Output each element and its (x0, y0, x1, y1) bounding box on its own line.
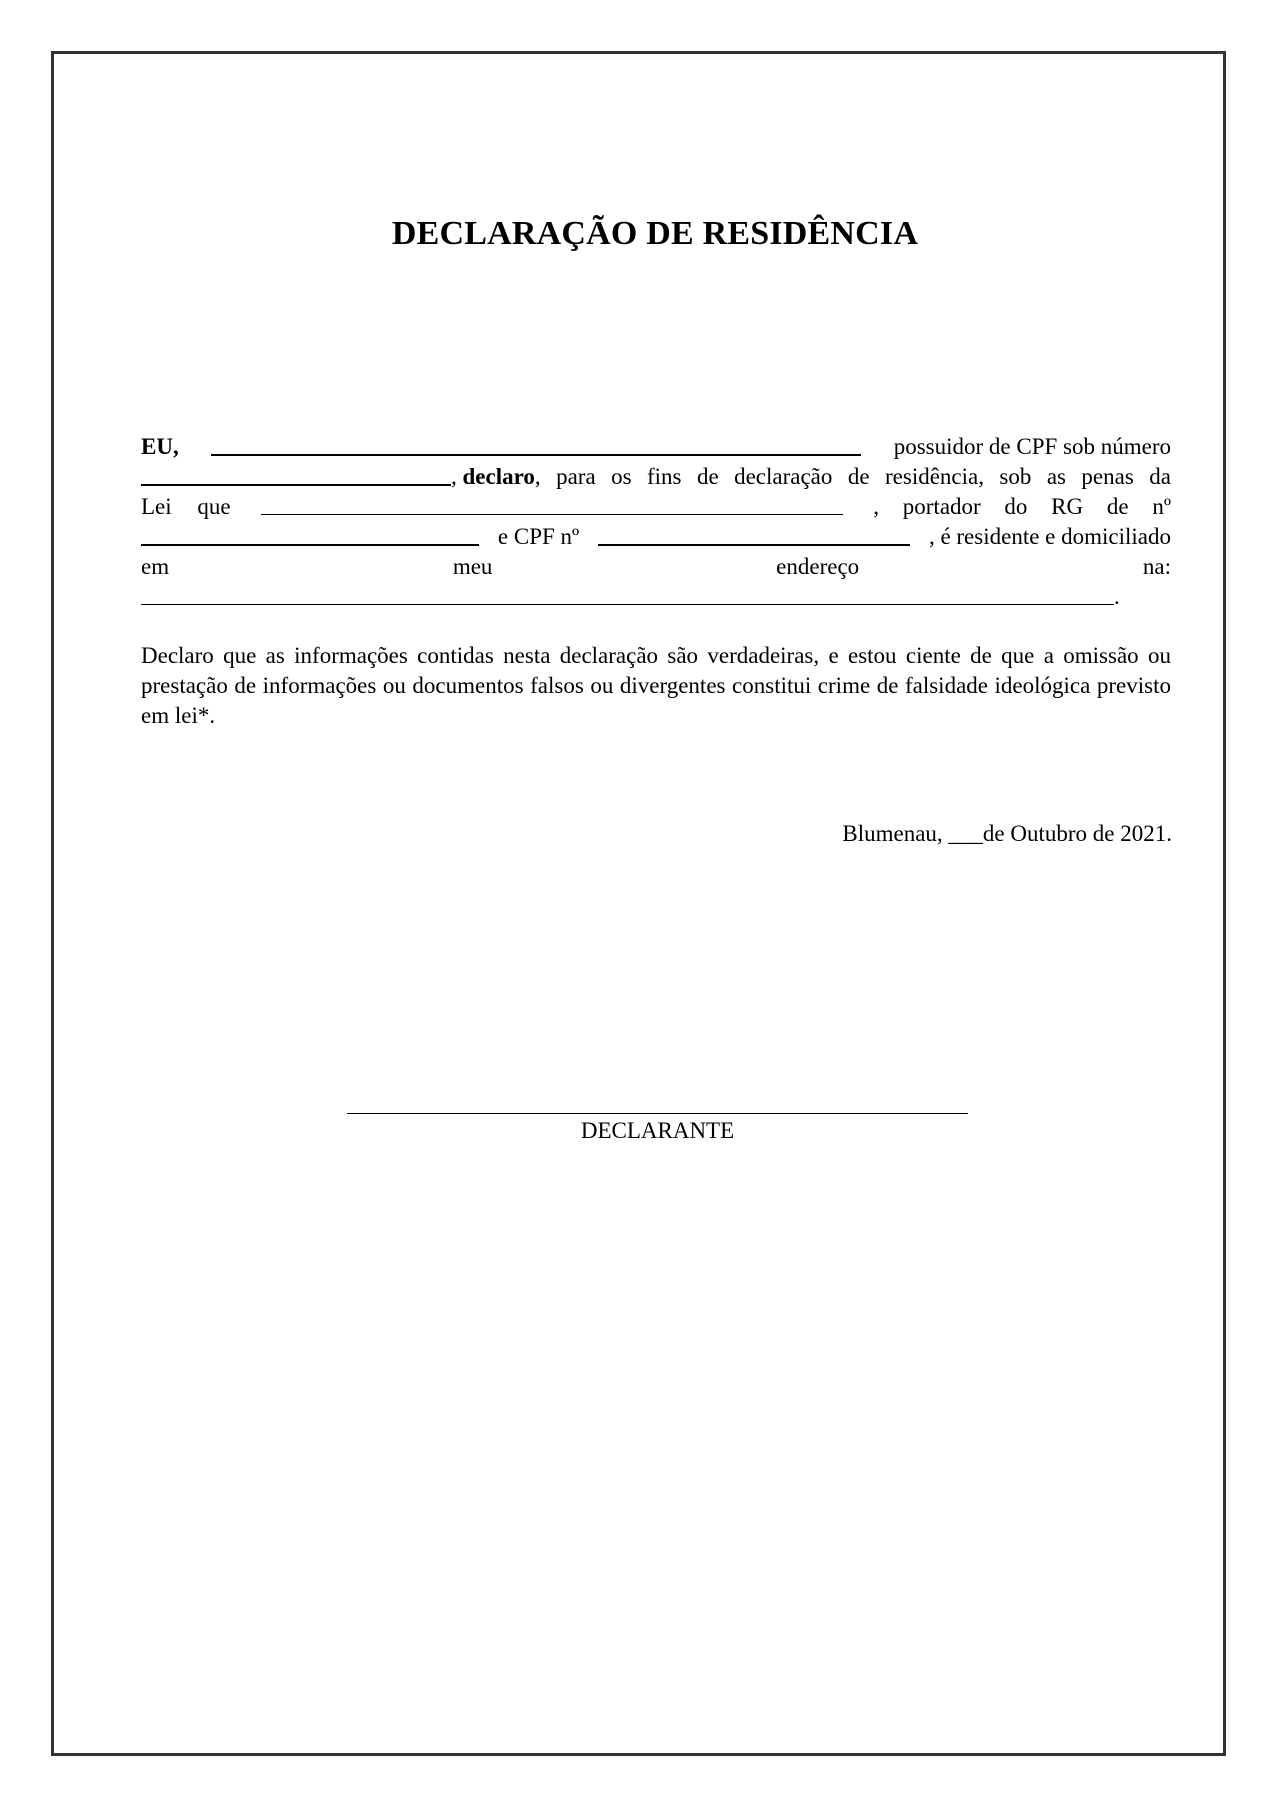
address-blank (141, 582, 1114, 605)
word: para (556, 464, 596, 489)
meu-word: meu (452, 554, 493, 579)
paragraph-line-2 (141, 462, 1171, 492)
em-word: em (141, 554, 170, 579)
declaro-continuation (535, 462, 1171, 492)
word: os (611, 464, 632, 489)
paragraph-line-6 (141, 582, 1171, 612)
document-title: DECLARAÇÃO DE RESIDÊNCIA (391, 215, 919, 252)
signature-line (347, 1113, 968, 1114)
word: fins (647, 464, 682, 489)
word: penas (1081, 464, 1134, 489)
word: de (696, 464, 719, 489)
lei-que-label: Lei que (141, 494, 231, 519)
comma-1: , (451, 464, 457, 489)
period: . (1114, 584, 1120, 609)
cpf-blank-2 (598, 522, 910, 546)
page-border (51, 51, 1226, 1756)
paragraph-line-5 (141, 552, 1171, 582)
rg-blank (141, 522, 479, 546)
cpf-blank (141, 462, 451, 486)
paragraph-line-4 (141, 522, 1171, 552)
paragraph-line-3 (141, 492, 1171, 522)
paragraph-line-1 (141, 432, 1171, 462)
na-word: na: (1142, 554, 1171, 579)
word: de (847, 464, 870, 489)
word: residência, (885, 464, 984, 489)
signature-label: DECLARANTE (580, 1118, 735, 1143)
eu-label: EU, (141, 434, 179, 459)
name-blank (211, 432, 861, 456)
truthfulness-paragraph: Declaro que as informações contidas nesta declaração são verdadeiras, e estou ciente de que a omissão ou prestação de informações ou documentos falsos ou divergentes constitui crime de falsidade ideológica previsto em lei*. (141, 643, 1171, 728)
declaration-paragraph (141, 432, 1171, 612)
endereco-word: endereço (776, 554, 860, 579)
word: , (534, 464, 541, 489)
cpf-number-label: possuidor de CPF sob número (893, 434, 1171, 459)
residente-label: , é residente e domiciliado (928, 524, 1171, 549)
word: da (1149, 464, 1171, 489)
word: as (1046, 464, 1066, 489)
word: declaração (734, 464, 833, 489)
word: sob (999, 464, 1032, 489)
lei-blank (261, 492, 843, 515)
declaro-label: declaro (462, 464, 535, 489)
portador-label: , portador do RG de nº (873, 494, 1171, 519)
date-line: Blumenau, ___de Outubro de 2021. (842, 821, 1172, 846)
e-cpf-label: e CPF nº (497, 524, 580, 549)
